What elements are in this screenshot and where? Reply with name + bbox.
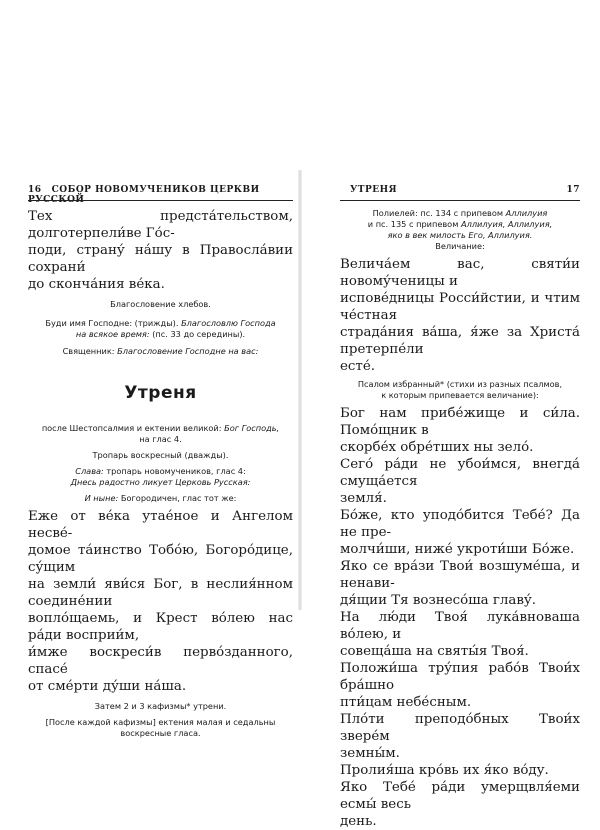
- verse-line: Бо́же, кто уподо́бится Тебе́? Да не пре-: [340, 508, 580, 540]
- right-page-number: 17: [566, 185, 580, 195]
- left-page: [0, 0, 300, 750]
- left-page-number: 16: [28, 185, 42, 195]
- right-page: [300, 0, 600, 829]
- rubric-italic: Слава:: [75, 466, 104, 476]
- rubric-priest: [28, 346, 293, 357]
- rubric-troparion: Тропарь воскресный (дважды).: [92, 450, 229, 460]
- magnification-paragraph: [340, 256, 580, 375]
- psalm-verse: [340, 405, 580, 456]
- verse-line: На лю́ди Твоя́ лука́вноваша во́лею, и: [340, 610, 580, 642]
- rubric-and-now: [28, 493, 293, 504]
- verse-line: Бог нам прибе́жище и си́ла. Помо́щник в: [340, 406, 580, 438]
- psalm-verse: [340, 507, 580, 558]
- rubric-italic: Днесь радостно ликует Церковь Русская:: [70, 477, 251, 487]
- rubric-selected-psalm: [340, 379, 580, 401]
- right-running-title: УТРЕНЯ: [350, 185, 398, 195]
- prayer-line: поди, страну́ на́шу в Правосла́вии сохрани́: [28, 243, 293, 275]
- rubric-text: Буди имя Господне: (трижды).: [45, 318, 182, 328]
- rubric-italic: Бог Господь,: [224, 423, 280, 433]
- psalm-verse: [340, 456, 580, 507]
- verse-line: земны́м.: [340, 746, 400, 761]
- prayer-line: страда́ния ва́ша, я́же за Христа́ претерпе́ли: [340, 325, 580, 357]
- prayer-line: домое та́инство Тобо́ю, Богоро́дице, су́щим: [28, 543, 293, 575]
- right-page-header: [340, 185, 580, 195]
- rubric-text: Богородичен, глас тот же:: [118, 493, 237, 503]
- rubric-italic: яко в век милость Его, Аллилуия.: [387, 230, 533, 240]
- rubric-after-kathisma: [28, 717, 293, 739]
- rubric-italic: Благословлю Господа: [181, 318, 276, 328]
- left-running-title: СОБОР НОВОМУЧЕНИКОВ ЦЕРКВИ РУССКОЙ: [28, 185, 260, 205]
- rubric-kathismata: Затем 2 и 3 кафизмы* утрени.: [94, 701, 227, 711]
- rubric-italic: на всякое время:: [75, 329, 150, 339]
- rubric-text: Священник:: [62, 346, 118, 356]
- prayer-paragraph-1: [28, 208, 293, 293]
- rubric-text: на глас 4.: [139, 434, 182, 444]
- prayer-line: и́мже воскреси́в перво́зданного, спасе́: [28, 645, 293, 677]
- rubric-polyeleos: [340, 208, 580, 241]
- verse-line: скорбе́х обре́тших ны зело́.: [340, 440, 534, 455]
- rubric-italic: Аллилуия: [505, 208, 548, 218]
- prayer-line: Еже от ве́ка утае́ное и Ангелом несве́-: [28, 509, 293, 541]
- verse-line: дя́щии Тя вознесо́ша главу́.: [340, 593, 537, 608]
- rubric-text: (пс. 33 до середины).: [149, 329, 246, 339]
- rubric-glory: [28, 466, 293, 488]
- rubric-text: Полиелей: пс. 134 с припевом: [372, 208, 506, 218]
- theotokion-paragraph: [28, 508, 293, 695]
- psalm-verses: [340, 405, 580, 830]
- prayer-line: от сме́рти ду́ши на́ша.: [28, 679, 187, 694]
- rubric-blessing-breads: Благословение хлебов.: [110, 299, 211, 309]
- prayer-line: Велича́ем вас, святи́и новому́ченицы и: [340, 257, 580, 289]
- left-page-header: [28, 185, 293, 205]
- rubric-name-of-lord: [28, 318, 293, 340]
- prayer-line: на земли́ яви́ся Бог, в неслия́нном соедине́нии: [28, 577, 293, 609]
- rubric-text: и пс. 135 с припевом: [367, 219, 461, 229]
- prayer-line: Тех предста́тельством, долготерпели́ве Го́с-: [28, 209, 293, 241]
- verse-line: земля́.: [340, 491, 387, 506]
- rubric-text: воскресные гласа.: [120, 728, 201, 738]
- section-title-matins: Утреня: [124, 383, 197, 403]
- right-header-rule: [340, 200, 580, 201]
- right-page-body: [340, 208, 580, 830]
- rubric-italic: Благословение Господне на вас:: [117, 346, 259, 356]
- rubric-after-six-psalms: [28, 423, 293, 445]
- verse-line: Яко Тебе́ ра́ди умерщвля́еми есмы́ весь: [340, 780, 580, 812]
- verse-line: день.: [340, 814, 377, 829]
- rubric-italic: И ныне:: [84, 493, 119, 503]
- left-header-rule: [28, 200, 293, 201]
- verse-line: Яко се вра́зи Твои́ возшуме́ша, и ненави-: [340, 559, 580, 591]
- prayer-line: испове́дницы Росси́йстии, и чтим че́стная: [340, 291, 580, 323]
- rubric-text: после Шестопсалмия и ектении великой:: [41, 423, 225, 433]
- psalm-verse: [340, 779, 580, 830]
- rubric-italic: Аллилуия, Аллилуия,: [460, 219, 553, 229]
- rubric-text: тропарь новомучеников, глас 4:: [103, 466, 246, 476]
- prayer-line: до сконча́ния ве́ка.: [28, 277, 165, 292]
- psalm-verse: [340, 609, 580, 660]
- verse-line: Пло́ти преподо́бных Твои́х звере́м: [340, 712, 580, 744]
- verse-line: Сего́ ра́ди не убои́мся, внегда́ смуща́ется: [340, 457, 580, 489]
- verse-line: совеща́ша на святы́я Твоя́.: [340, 644, 529, 659]
- prayer-line: есте́.: [340, 359, 376, 374]
- verse-line: молчи́ши, ниже́ укроти́ши Бо́же.: [340, 542, 575, 557]
- psalm-verse: [340, 558, 580, 609]
- rubric-magnification: Величание:: [435, 241, 485, 251]
- left-page-body: [28, 208, 293, 739]
- verse-line: Пролия́ша кро́вь их я́ко во́ду.: [340, 763, 549, 778]
- verse-line: пти́цам небе́сным.: [340, 695, 472, 710]
- rubric-text: [После каждой кафизмы] ектения малая и седальны: [45, 717, 276, 727]
- psalm-verse: [340, 762, 580, 779]
- rubric-text: к которым припевается величание):: [381, 390, 539, 400]
- psalm-verse: [340, 660, 580, 711]
- prayer-line: вопло́щаемь, и Крест во́лею нас ра́ди восприи́м,: [28, 611, 293, 643]
- verse-line: Положи́ша тру́пия рабо́в Твои́х бра́шно: [340, 661, 580, 693]
- rubric-text: Псалом избранный* (стихи из разных псалмов,: [357, 379, 563, 389]
- psalm-verse: [340, 711, 580, 762]
